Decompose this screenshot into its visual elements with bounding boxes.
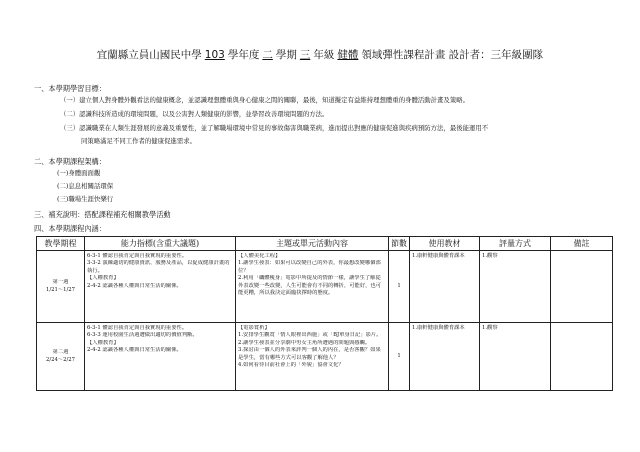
week-label: 第二週 bbox=[52, 349, 69, 356]
structure-item-3: (三)職場生涯快樂行 bbox=[57, 195, 114, 203]
title-semester: 二 bbox=[262, 49, 273, 61]
section3-text: 三、補充說明：搭配課程補充相關教學活動 bbox=[34, 210, 171, 219]
date-range: 2/24～2/27 bbox=[45, 356, 76, 363]
section2-heading: 二、本學期課程架構： bbox=[34, 157, 106, 166]
section4-heading: 四、本學期課程內涵： bbox=[34, 224, 106, 233]
header-content: 主題或單元活動內容 bbox=[236, 237, 389, 251]
material-cell: 1.康軒健康與體育課本 bbox=[410, 251, 480, 323]
course-plan-table bbox=[36, 236, 613, 391]
header-sessions: 節數 bbox=[389, 237, 410, 251]
goal-3-continued: 同策略滿足不同工作者的健康促進需求。 bbox=[81, 137, 197, 145]
content-line: 3.探討由一個人的外表來評判一個人的內在，是否客觀？如果是學生，當有哪些方式可以客觀了解他人？ bbox=[238, 347, 381, 361]
indicator-line: 6-3-3 運用校園生活週遭做出適切的價值判斷。 bbox=[87, 332, 198, 339]
content-line: 4.如何看待目前社會上的「外貌」協會文化？ bbox=[238, 362, 344, 369]
indicator-line: 【人權教育】 bbox=[87, 275, 119, 282]
table-row bbox=[37, 323, 613, 391]
indicator-line: 6-3-1 體認自我肯定與自我實現的重要性。 bbox=[87, 325, 188, 331]
content-cell bbox=[236, 251, 389, 323]
title-subject: 健體 bbox=[337, 49, 359, 61]
header-material: 使用教材 bbox=[410, 237, 480, 251]
content-line: 【人體美化工程】 bbox=[238, 253, 281, 259]
title-year: 103 bbox=[204, 49, 225, 61]
title-year-suffix: 學年度 bbox=[227, 49, 260, 61]
header-assessment: 評量方式 bbox=[480, 237, 551, 251]
section1-heading: 一、本學期學習目標： bbox=[34, 84, 106, 93]
indicator-line: 2-4-2 認識各種人權與日常生活的關係。 bbox=[87, 347, 182, 354]
header-indicators: 能力指標(含重大議題) bbox=[85, 237, 236, 251]
title-grade: 三 bbox=[299, 49, 311, 61]
content-line: 【電影賞析】 bbox=[238, 325, 270, 331]
period-cell bbox=[37, 251, 85, 323]
header-period: 教學期程 bbox=[37, 237, 85, 251]
table-row bbox=[37, 251, 613, 323]
structure-item-1: (一)身體面面觀 bbox=[57, 169, 101, 177]
content-line: 2.利用「纖體瘦身」電影中所提及的情節一樣，讓學生了解從外表改變一些改變，人生可能會有不同的轉折，可能好，也可能更糟，所以我決定面臨抉擇時的態度。 bbox=[238, 275, 382, 297]
title-suffix: 領域彈性課程計畫 設計者：三年級團隊 bbox=[361, 49, 544, 61]
content-line: 1.安排學生觀賞「情人眼裡出西施」或「BJ單身日記」影片。 bbox=[238, 332, 382, 339]
content-line: 2.讓學生發表並分享劇中男女主角所遭遇的問題與感觸。 bbox=[238, 339, 371, 346]
material-cell: 1.康軒健康與體育課本 bbox=[410, 323, 480, 391]
table-header-row bbox=[37, 237, 613, 251]
goal-1: （一）建立個人對身體外觀看法的健康概念，並認識理想體重與身心健康之間的關聯，最後，知道擬定有益維持理想體重的身體活動計畫及策略。 bbox=[60, 96, 469, 104]
notes-cell bbox=[551, 323, 613, 391]
content-cell bbox=[236, 323, 389, 391]
sessions-cell: 1 bbox=[389, 251, 410, 323]
title-school: 宜蘭縣立員山國民中學 bbox=[96, 49, 202, 61]
header-notes: 備註 bbox=[551, 237, 613, 251]
content-line: 1.讓學生發表：如果可以改變自己的外表，你最想改變哪個部位？ bbox=[238, 260, 381, 274]
title-semester-suffix: 學期 bbox=[275, 49, 297, 61]
sessions-cell: 1 bbox=[389, 323, 410, 391]
indicator-line: 2-4-2 認識各種人權與日常生活的關係。 bbox=[87, 282, 182, 289]
indicator-line: 6-3-1 體認自我肯定與自我實現的重要性。 bbox=[87, 253, 188, 259]
goal-3: （三）認識職業在人類生涯發展的意義及重要性，並了解職場環境中常見的事故傷害與職業病，進而提出對應的健康促進與疾病預防方法，最後能運用不 bbox=[60, 124, 489, 132]
structure-item-2: (二)息息相關話環保 bbox=[57, 182, 114, 190]
goal-2: （二）認識科技所造成的環境問題，以及公害對人類健康的影響，並學習改善環境問題的方法。 bbox=[60, 110, 329, 118]
indicator-line: 【人權教育】 bbox=[87, 339, 119, 346]
notes-cell bbox=[551, 251, 613, 323]
week-label: 第一週 bbox=[52, 279, 69, 286]
document-title bbox=[0, 47, 640, 62]
title-grade-suffix: 年級 bbox=[313, 49, 335, 61]
period-cell bbox=[37, 323, 85, 391]
indicator-line: 3-3-2 演練適切的健康資訊、服務及產品，以促成健康計畫的執行。 bbox=[87, 260, 230, 274]
indicators-cell bbox=[85, 251, 236, 323]
indicators-cell bbox=[85, 323, 236, 391]
date-range: 1/21～1/27 bbox=[45, 286, 76, 293]
assessment-cell: 1.觀察 bbox=[480, 251, 551, 323]
assessment-cell: 1.觀察 bbox=[480, 323, 551, 391]
